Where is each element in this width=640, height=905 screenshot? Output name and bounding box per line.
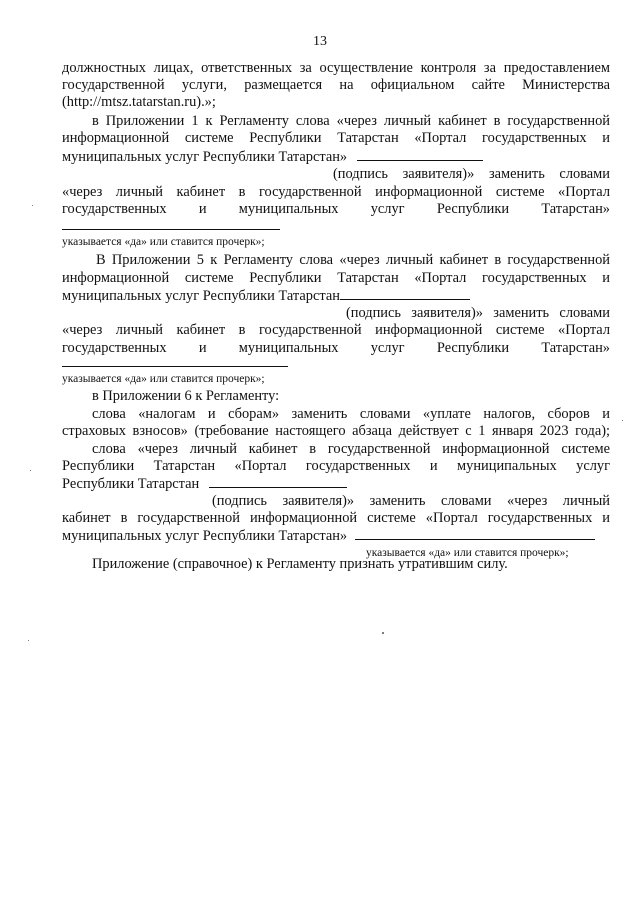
- text-line: (подпись заявителя)» заменить словами: [346, 305, 610, 321]
- scan-speck: [32, 205, 33, 206]
- text-line: (подпись заявителя)» заменить словами «через личный: [212, 493, 610, 509]
- signature-blank: [209, 475, 347, 488]
- footnote-text: указывается «да» или ставится прочерк»;: [366, 547, 569, 559]
- scan-speck: [382, 632, 384, 634]
- text-line: страховых взносов» (требование настоящего абзаца действует с 1 января 2023 года);: [62, 423, 610, 439]
- text-line: В Приложении 5 к Регламенту слова «через личный кабинет в государственной: [96, 252, 610, 268]
- text-line: государственной услуги, размещается на официальном сайте Министерства: [62, 77, 610, 93]
- text-line: в Приложении 1 к Регламенту слова «через личный кабинет в государственной: [92, 113, 610, 129]
- text-line: должностных лицах, ответственных за осуществление контроля за предоставлением: [62, 60, 610, 76]
- scan-speck: [28, 640, 29, 641]
- text-fragment: Республики Татарстан: [62, 476, 200, 492]
- signature-blank: [357, 148, 483, 161]
- text-fragment: муниципальных услуг Республики Татарстан: [62, 288, 340, 304]
- text-line: (подпись заявителя)» заменить словами: [333, 166, 610, 182]
- text-line: Приложение (справочное) к Регламенту признать утратившим силу.: [92, 556, 508, 572]
- text-line: (http://mtsz.tatarstan.ru).»;: [62, 94, 216, 110]
- signature-blank: [340, 287, 470, 300]
- text-line: Республики Татарстан «Портал государственных и муниципальных услуг: [62, 458, 610, 474]
- text-line: [62, 148, 483, 166]
- page-number: 13: [313, 34, 327, 49]
- text-line: государственных и муниципальных услуг Республики Татарстан»: [62, 201, 610, 217]
- text-line: информационной системе Республики Татарстан «Портал государственных и: [62, 270, 610, 286]
- text-fragment: муниципальных услуг Республики Татарстан»: [62, 528, 348, 544]
- underline-rule: [62, 366, 288, 367]
- text-line: слова «через личный кабинет в государственной информационной системе: [92, 441, 610, 457]
- text-line: [62, 475, 347, 493]
- text-line: кабинет в государственной информационной системе «Портал государственных и: [62, 510, 610, 526]
- text-line: [62, 287, 470, 305]
- text-line: государственных и муниципальных услуг Республики Татарстан»: [62, 340, 610, 356]
- text-line: информационной системе Республики Татарстан «Портал государственных и: [62, 130, 610, 146]
- footnote-text: указывается «да» или ставится прочерк»;: [62, 236, 265, 248]
- text-line: слова «налогам и сборам» заменить словами «уплате налогов, сборов и: [92, 406, 610, 422]
- text-line: [62, 527, 595, 545]
- text-fragment: муниципальных услуг Республики Татарстан»: [62, 149, 348, 165]
- scan-speck: [30, 470, 31, 471]
- scan-speck: [622, 420, 623, 421]
- text-line: в Приложении 6 к Регламенту:: [92, 388, 280, 404]
- footnote-text: указывается «да» или ставится прочерк»;: [62, 373, 265, 385]
- text-line: «через личный кабинет в государственной информационной системе «Портал: [62, 184, 610, 200]
- text-line: «через личный кабинет в государственной информационной системе «Портал: [62, 322, 610, 338]
- signature-blank: [355, 527, 595, 540]
- underline-rule: [62, 229, 280, 230]
